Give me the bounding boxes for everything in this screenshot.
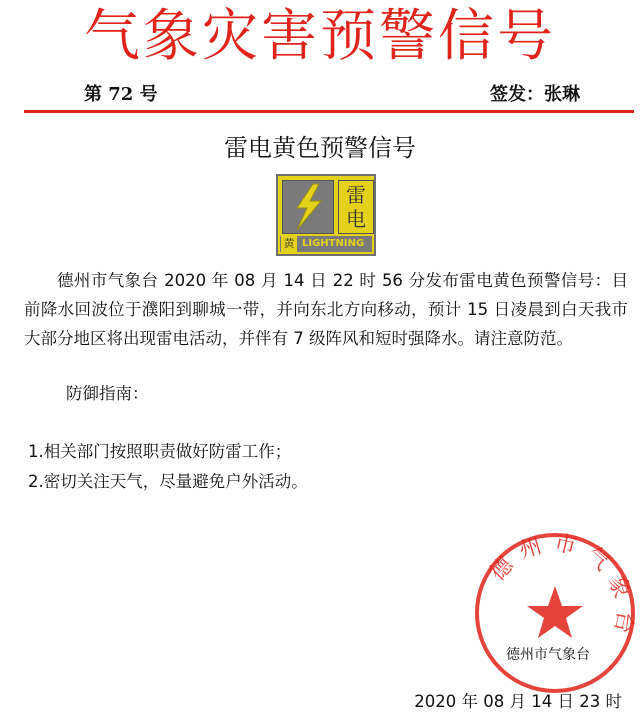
signer: 签发：张琳	[490, 84, 580, 105]
document-title: 雷电黄色预警信号	[224, 134, 416, 162]
warning-char-electric: 电	[346, 207, 366, 231]
issue-number: 第 72 号	[84, 84, 158, 105]
issue-date: 2020 年 08 月 14 日 23 时	[414, 692, 622, 711]
warning-label-text: LIGHTNING	[302, 238, 365, 249]
guide-item: 2.密切关注天气，尽量避免户外活动。	[28, 472, 308, 491]
seal-issuer-name: 德州市气象台	[506, 647, 590, 663]
lightning-yellow-warning-icon	[276, 174, 376, 256]
warning-label-bar	[280, 236, 372, 252]
warning-body-text: 德州市气象台 2020 年 08 月 14 日 22 时 56 分发布雷电黄色预警信号：目前降水回波位于濮阳到聊城一带，并向东北方向移动，预计 15 日凌晨到白天我市大部分地区将出现雷电活动，并伴有 7 级阵风和短时强降水。请注意防范。	[24, 271, 628, 348]
warning-char-thunder: 雷	[346, 183, 366, 207]
warning-chars-box	[338, 180, 374, 234]
header-title: 气象灾害预警信号	[84, 4, 556, 69]
guide-item: 1.相关部门按照职责做好防雷工作；	[28, 442, 292, 461]
seal-star-icon	[527, 586, 583, 638]
seal-ring-text: 德州市气象台	[485, 530, 638, 646]
lightning-bolt-icon	[282, 180, 334, 234]
warning-level-char: 黄	[281, 236, 297, 252]
official-seal	[470, 528, 640, 698]
header-divider	[24, 110, 634, 113]
defense-guide-title: 防御指南：	[66, 384, 149, 403]
